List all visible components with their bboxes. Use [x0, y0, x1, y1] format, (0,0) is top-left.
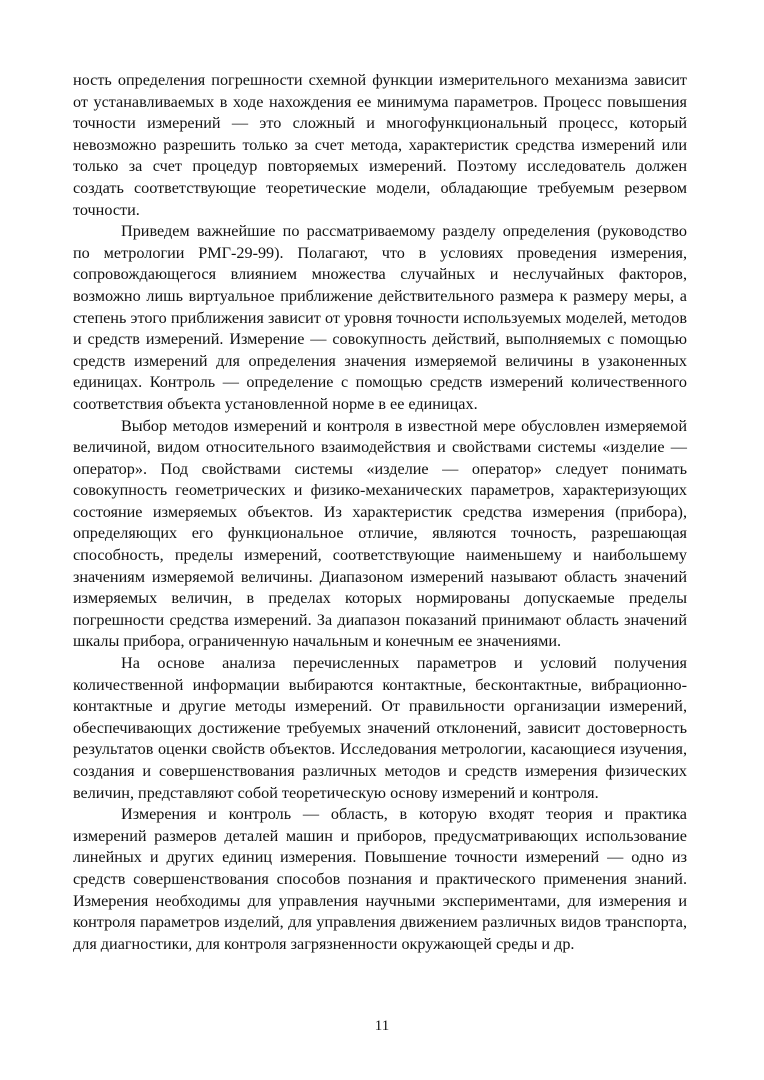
paragraph-4: На основе анализа перечисленных параметров и условий получения количественной информации выбираются контактные, бесконтактные, вибрационно-контактные и другие методы измерений. От правильности организации измерений, обеспечивающих достижение требуемых значений отклонений, зависит достоверность результатов оценки свойств объектов. Исследования метрологии, касающиеся изучения, создания и совершенствования различных методов и средств измерения физических величин, представляют собой теоретическую основу измерений и контроля. [73, 654, 687, 802]
paragraph-1: ность определения погрешности схемной функции измерительного механизма зависит от устанавливаемых в ходе нахождения ее минимума параметров. Процесс повышения точности измерений — это сложный и многофункциональный процесс, который невозможно разрешить только за счет метода, характеристик средства измерений или только за счет процедур повторяемых измерений. Поэтому исследователь должен создать соответствующие теоретические модели, обладающие требуемым резервом точности. [73, 71, 687, 219]
paragraph-3: Выбор методов измерений и контроля в известной мере обусловлен измеряемой величиной, видом относительного взаимодействия и свойствами системы «изделие — оператор». Под свойствами системы «изделие — оператор» следует понимать совокупность геометрических и физико-механических параметров, характеризующих состояние измеряемых объектов. Из характеристик средства измерения (прибора), определяющих его функциональное отличие, являются точность, разрешающая способность, пределы измерений, соответствующие наименьшему и наибольшему значениям измеряемой величины. Диапазоном измерений называют область значений измеряемых величин, в пределах которых нормированы допускаемые пределы погрешности средства измерений. За диапазон показаний принимают область значений шкалы прибора, ограниченную начальным и конечным ее значениями. [73, 416, 687, 651]
paragraph-2: Приведем важнейшие по рассматриваемому разделу определения (руководство по метрологии РМГ-29-99). Полагают, что в условиях проведения измерения, сопровождающегося влиянием множества случайных и неслучайных факторов, возможно лишь виртуальное приближение действительного размера к размеру меры, а степень этого приближения зависит от уровня точности используемых моделей, методов и средств измерений. Измерение — совокупность действий, выполняемых с помощью средств измерений для определения значения измеряемой величины в узаконенных единицах. Контроль — определение с помощью средств измерений количественного соответствия объекта установленной норме в ее единицах. [73, 222, 687, 413]
body-text [73, 70, 687, 955]
paragraph-5: Измерения и контроль — область, в которую входят теория и практика измерений размеров деталей машин и приборов, предусматривающих использование линейных и других единиц измерения. Повышение точности измерений — одно из средств совершенствования способов познания и практического применения знаний. Измерения необходимы для управления научными экспериментами, для измерения и контроля параметров изделий, для управления движением различных видов транспорта, для диагностики, для контроля загрязненности окружающей среды и др. [73, 805, 687, 953]
page-number: 11 [374, 1018, 390, 1034]
